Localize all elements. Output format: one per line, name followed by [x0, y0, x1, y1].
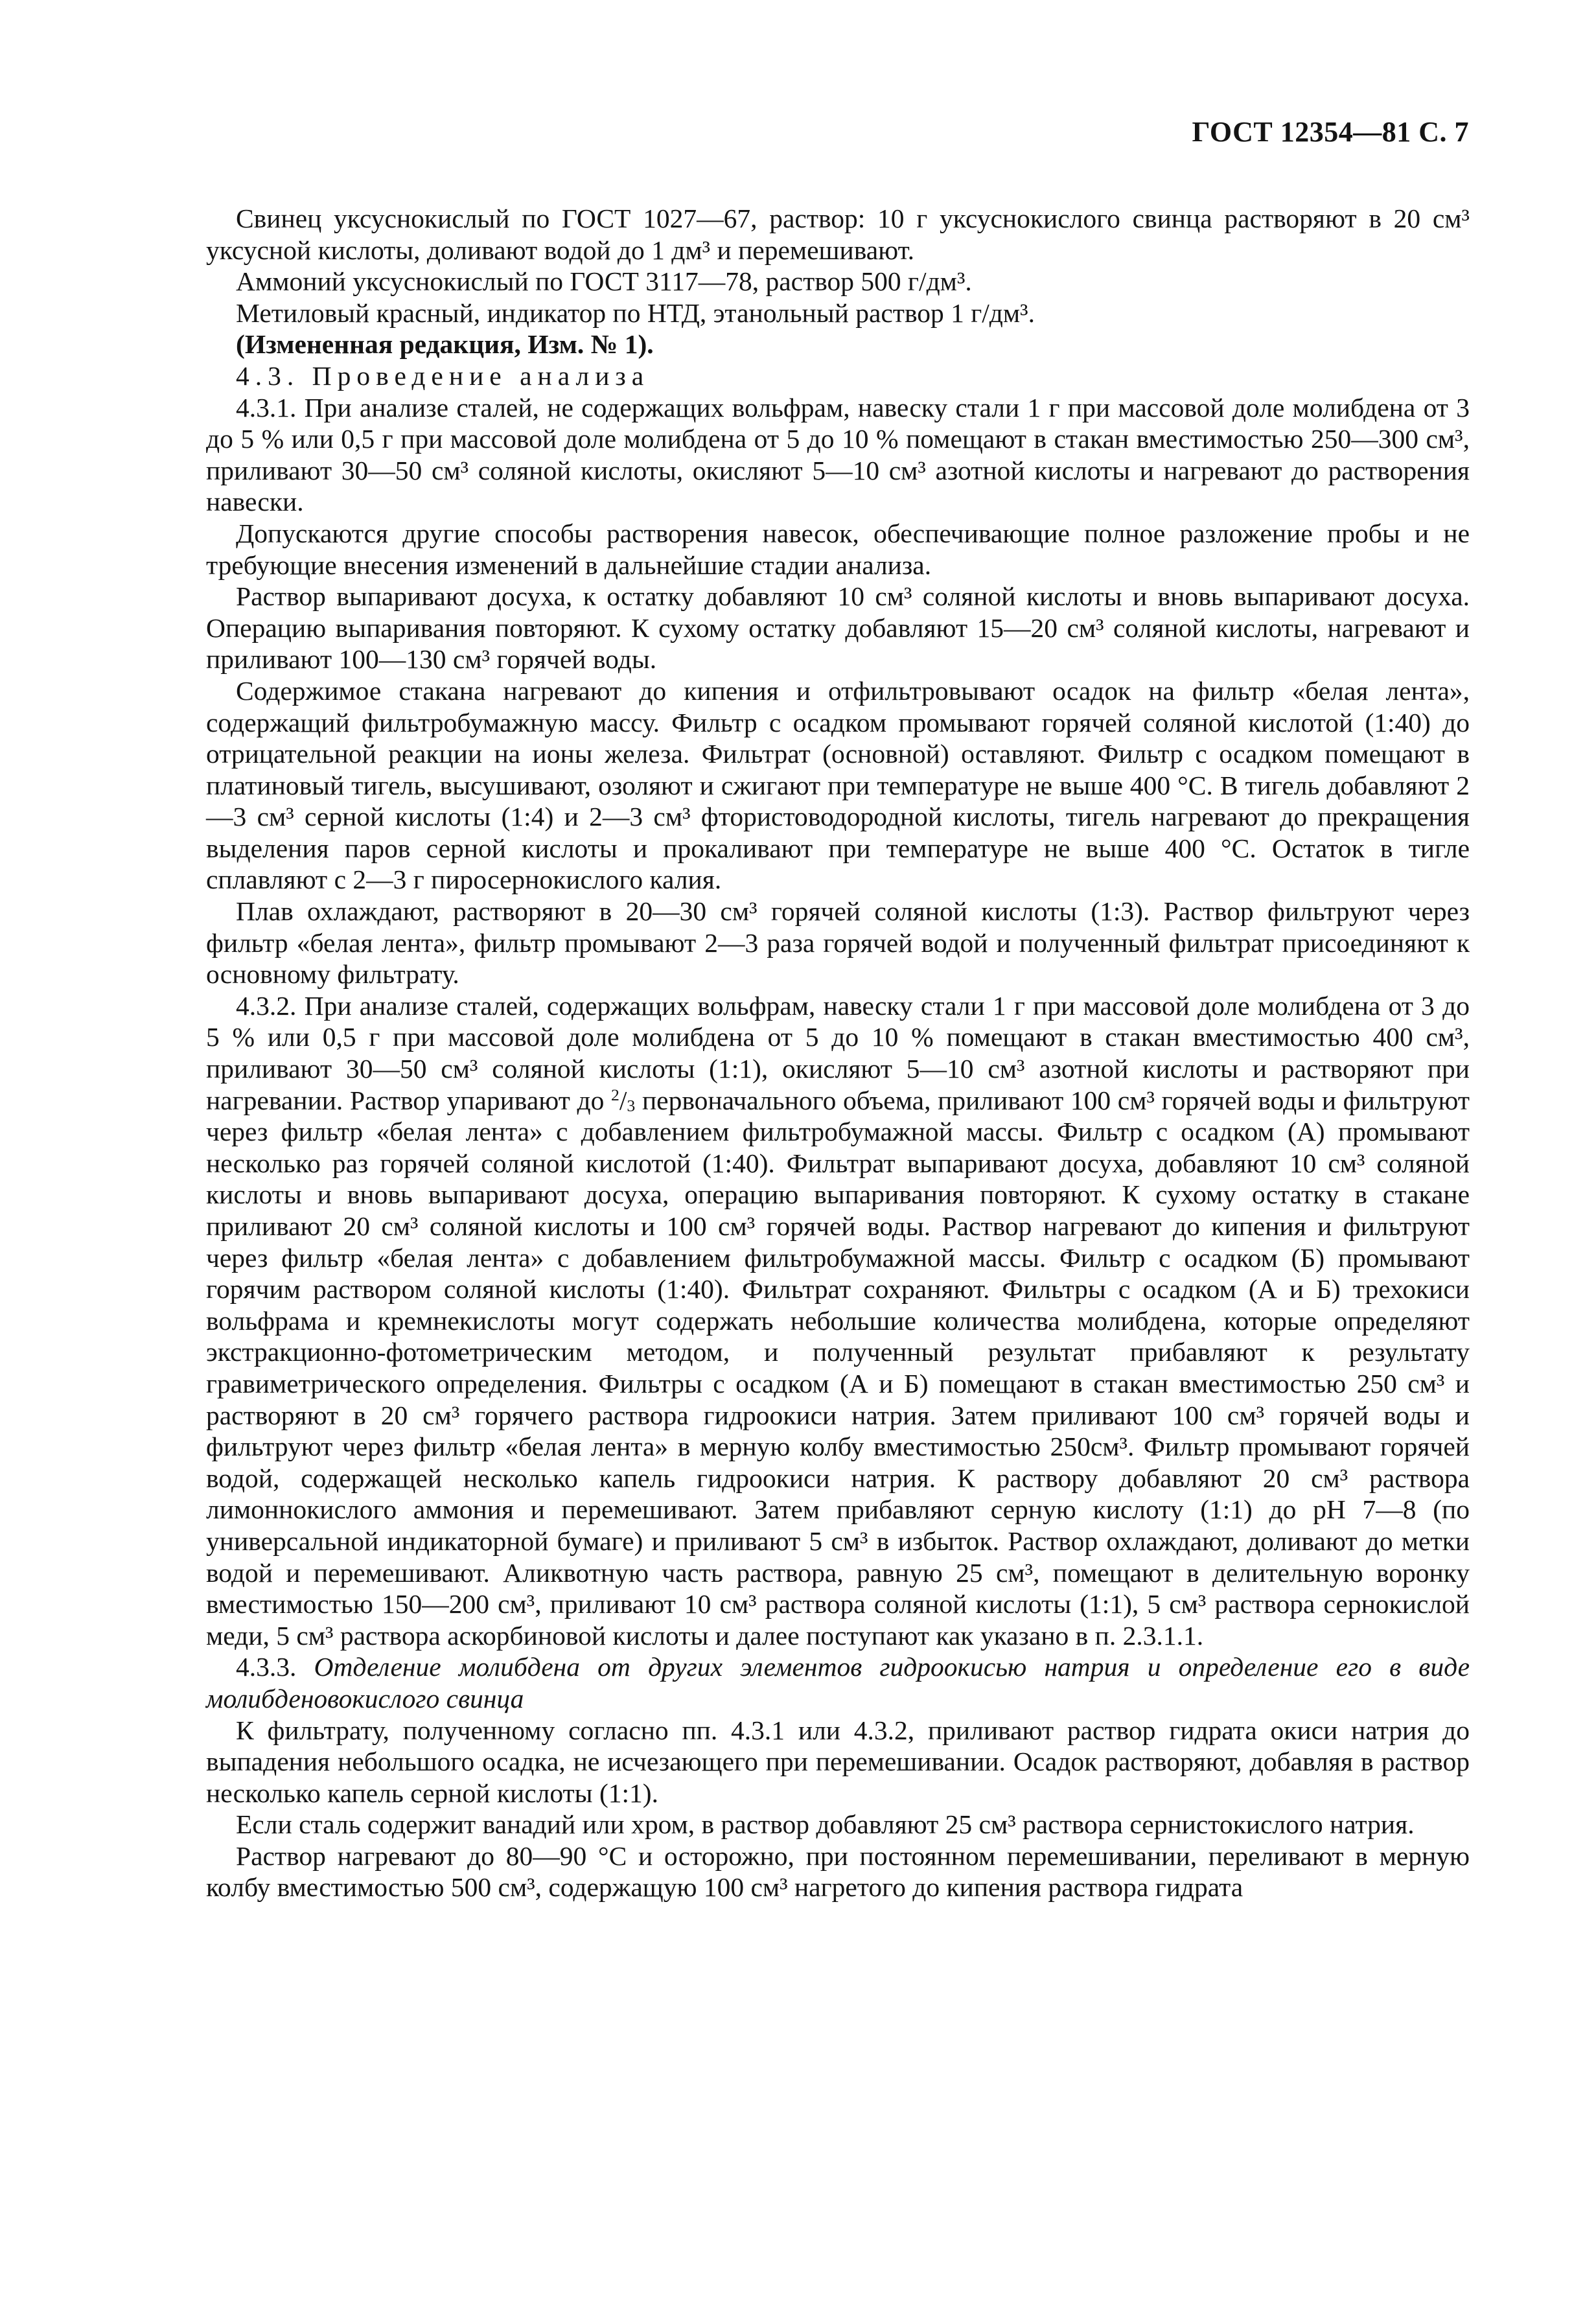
paragraph: Содержимое стакана нагревают до кипения и отфильтровывают осадок на фильтр «белая лента», содержащий фильтробумажную массу. Фильтр с осадком промывают горячей соляной кислотой (1:40) до отрицательной реакции на ионы железа. Фильтрат (основной) оставляют. Фильтр с осадком помещают в платиновый тигель, высушивают, озоляют и сжигают при температуре не выше 400 °С. В тигель добавляют 2—3 см³ серной кислоты (1:4) и 2—3 см³ фтористоводородной кислоты, тигель нагревают до прекращения выделения паров серной кислоты и прокаливают при температуре не выше 400 °С. Остаток в тигле сплавляют с 2—3 г пиросернокислого калия.: [206, 675, 1470, 895]
paragraph: Плав охлаждают, растворяют в 20—30 см³ горячей соляной кислоты (1:3). Раствор фильтруют через фильтр «белая лента», фильтр промывают 2—3 раза горячей водой и полученный фильтрат присоединяют к основному фильтрату.: [206, 896, 1470, 990]
paragraph: К фильтрату, полученному согласно пп. 4.3.1 или 4.3.2, приливают раствор гидрата окиси натрия до выпадения небольшого осадка, не исчезающего при перемешивании. Осадок растворяют, добавляя в раствор несколько капель серной кислоты (1:1).: [206, 1715, 1470, 1808]
paragraph: Метиловый красный, индикатор по НТД, этанольный раствор 1 г/дм³.: [236, 297, 1035, 328]
paragraph: Раствор выпаривают досуха, к остатку добавляют 10 см³ соляной кислоты и вновь выпаривают досуха. Операцию выпаривания повторяют. К сухому остатку добавляют 15—20 см³ соляной кислоты, нагревают и приливают 100—130 см³ горячей воды.: [206, 581, 1470, 675]
paragraph: Допускаются другие способы растворения навесок, обеспечивающие полное разложение пробы и не требующие внесения изменений в дальнейшие стадии анализа.: [206, 518, 1470, 580]
paragraph: 4.3.1. При анализе сталей, не содержащих вольфрам, навеску стали 1 г при массовой доле молибдена от 3 до 5 % или 0,5 г при массовой доле молибдена от 5 до 10 % помещают в стакан вместимостью 250—300 см³, приливают 30—50 см³ соляной кислоты, окисляют 5—10 см³ азотной кислоты и нагревают до растворения навески.: [206, 392, 1470, 517]
document-body: [206, 203, 1470, 1903]
paragraph: Свинец уксуснокислый по ГОСТ 1027—67, раствор: 10 г уксуснокислого свинца растворяют в 20 см³ уксусной кислоты, доливают водой до 1 дм³ и перемешивают.: [206, 203, 1470, 265]
revision-note: (Измененная редакция, Изм. № 1).: [236, 329, 654, 360]
paragraph: Аммоний уксуснокислый по ГОСТ 3117—78, раствор 500 г/дм³.: [236, 266, 972, 297]
section-heading-text: 4.3. Проведение анализа: [236, 360, 650, 391]
fraction: $^2/_3$: [611, 1085, 636, 1115]
paragraph-text: 4.3.2. При анализе сталей, содержащих вольфрам, навеску стали 1 г при массовой доле молибдена от 3 до 5 % или 0,5 г при массовой доле молибдена от 5 до 10 % помещают в стакан вместимостью 400 см³, приливают 30—50 см³ соляной кислоты (1:1), окисляют 5—10 см³ азотной кислоты и растворяют при нагревании. Раствор упаривают до: [206, 990, 1470, 1115]
subsection-number: 4.3.3.: [236, 1652, 297, 1682]
paragraph: Раствор нагревают до 80—90 °С и осторожно, при постоянном перемешивании, переливают в мерную колбу вместимостью 500 см³, содержащую 100 см³ нагретого до кипения раствора гидрата: [206, 1840, 1470, 1903]
section-heading: [206, 360, 1470, 392]
subsection-heading: [206, 1651, 1470, 1714]
page-header: ГОСТ 12354—81 С. 7: [1192, 116, 1469, 148]
fraction-numerator: 2: [611, 1085, 619, 1104]
subsection-title: Отделение молибдена от других элементов гидроокисью натрия и определение его в виде молибденовокислого свинца: [206, 1652, 1470, 1713]
paragraph: Если сталь содержит ванадий или хром, в раствор добавляют 25 см³ раствора сернистокислого натрия.: [236, 1809, 1415, 1840]
fraction-denominator: 3: [627, 1096, 636, 1115]
paragraph: [206, 990, 1470, 1651]
paragraph-text: первоначального объема, приливают 100 см³ горячей воды и фильтруют через фильтр «белая лента» с добавлением фильтробумажной массы. Фильтр с осадком (А) промывают несколько раз горячей соляной кислотой (1:40). Фильтрат выпаривают досуха, добавляют 10 см³ соляной кислоты и вновь выпаривают досуха, операцию выпаривания повторяют. К сухому остатку в стакане приливают 20 см³ соляной кислоты и 100 см³ горячей воды. Раствор нагревают до кипения и фильтруют через фильтр «белая лента» с добавлением фильтробумажной массы. Фильтр с осадком (Б) промывают горячим раствором соляной кислоты (1:40). Фильтрат сохраняют. Фильтры с осадком (А и Б) трехокиси вольфрама и кремнекислоты могут содержать небольшие количества молибдена, которые определяют экстракционно-фотометрическим методом, и полученный результат прибавляют к результату гравиметрического определения. Фильтры с осадком (А и Б) помещают в стакан вместимостью 250 см³ и растворяют в 20 см³ горячего раствора гидроокиси натрия. Затем приливают 100 см³ горячей воды и фильтруют через фильтр «белая лента» в мерную колбу вместимостью 250см³. Фильтр промывают горячей водой, содержащей несколько капель гидроокиси натрия. К раствору добавляют 20 см³ раствора лимоннокислого аммония и перемешивают. Затем прибавляют серную кислоту (1:1) до рН 7—8 (по универсальной индикаторной бумаге) и приливают 5 см³ в избыток. Раствор охлаждают, доливают до метки водой и перемешивают. Аликвотную часть раствора, равную 25 см³, помещают в делительную воронку вместимостью 150—200 см³, приливают 10 см³ раствора соляной кислоты (1:1), 5 см³ раствора сернокислой меди, 5 см³ раствора аскорбиновой кислоты и далее поступают как указано в п. 2.3.1.1.: [206, 1085, 1470, 1651]
